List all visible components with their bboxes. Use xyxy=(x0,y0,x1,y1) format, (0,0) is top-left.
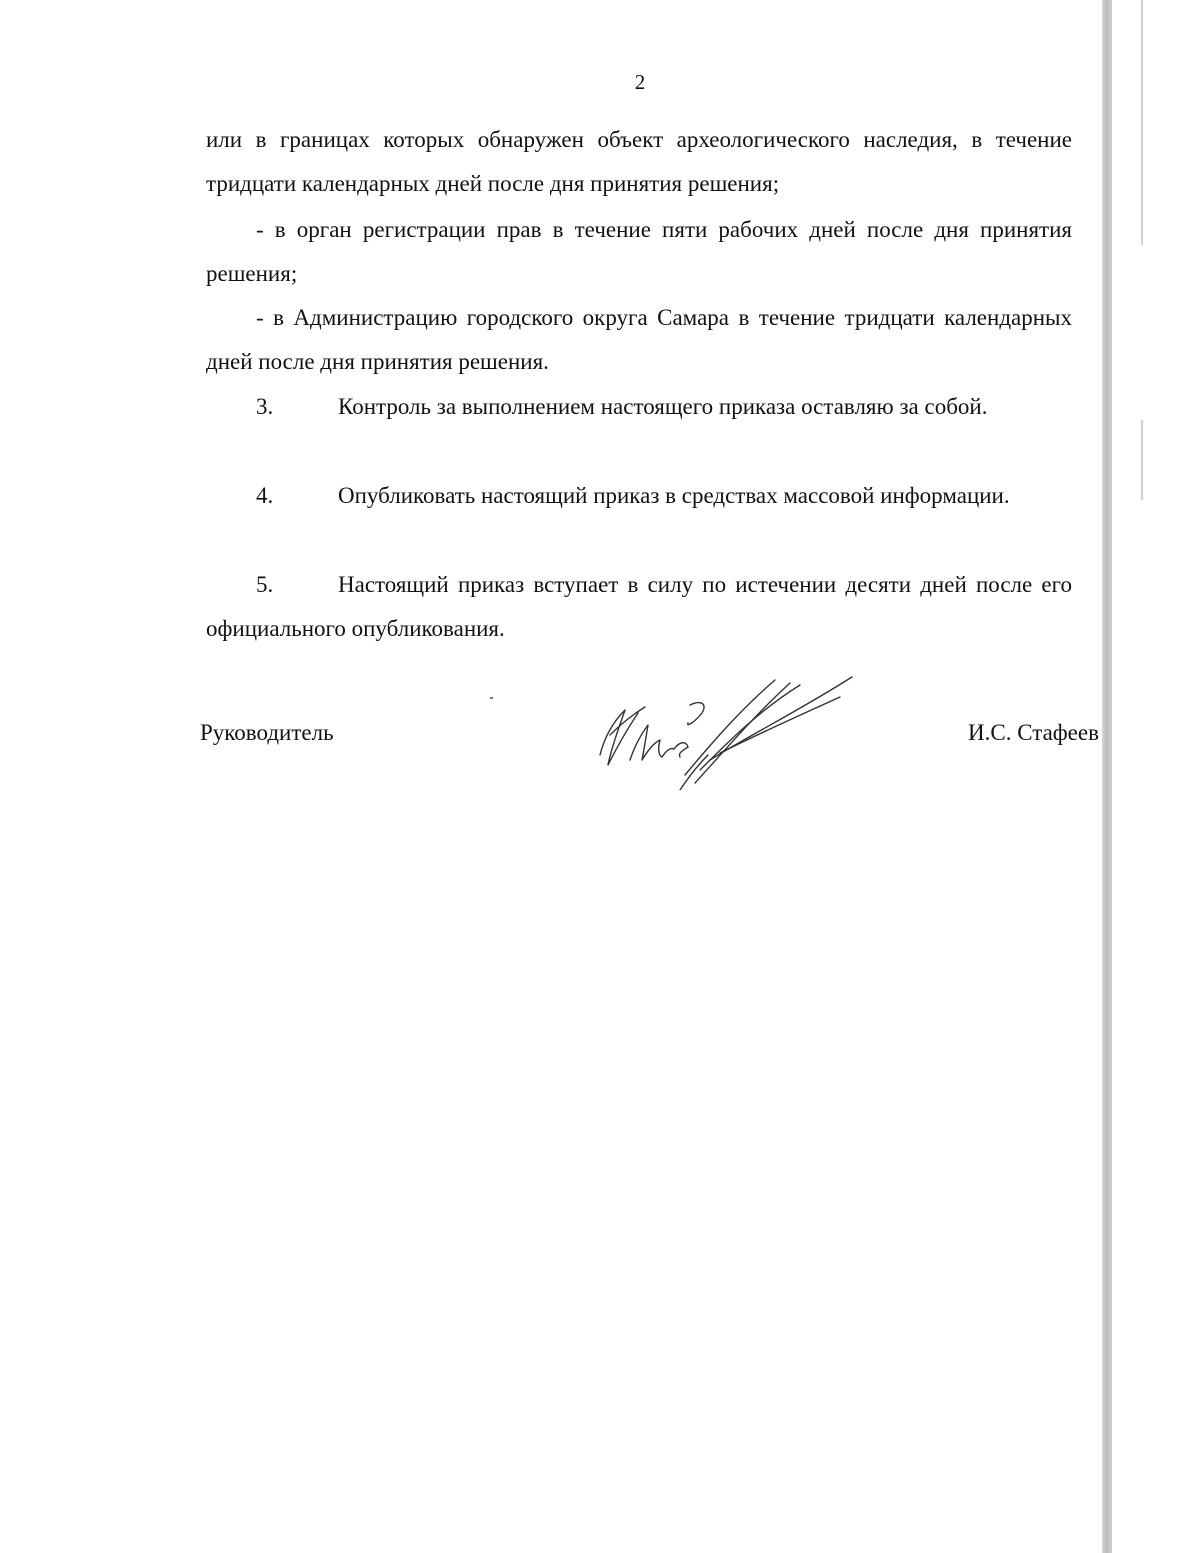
scan-speck xyxy=(490,697,493,699)
scan-edge-shadow xyxy=(1102,0,1112,1553)
item-number: 3. xyxy=(256,394,274,419)
paragraph-text: - в орган регистрации прав в течение пяти рабочих дней после дня принятия решения; xyxy=(206,217,1072,286)
paragraph-continuation xyxy=(206,118,1072,206)
scan-edge-line xyxy=(1141,420,1143,500)
numbered-item-3 xyxy=(206,385,1072,429)
paragraph-registration-body xyxy=(206,208,1072,296)
item-number: 5. xyxy=(256,572,274,597)
numbered-item-4 xyxy=(206,474,1072,518)
page-number: 2 xyxy=(634,70,646,94)
paragraph-text: - в Администрацию городского округа Самара в течение тридцати календарных дней после дня принятия решения. xyxy=(206,305,1072,374)
numbered-item-5 xyxy=(206,563,1072,651)
numbered-paragraph xyxy=(206,474,1072,518)
numbered-paragraph xyxy=(206,385,1072,429)
item-text: Контроль за выполнением настоящего приказа оставляю за собой. xyxy=(338,394,988,419)
item-text: Настоящий приказ вступает в силу по истечении десяти дней после его официального опубликования. xyxy=(206,572,1072,641)
paragraph-text: или в границах которых обнаружен объект археологического наследия, в течение тридцати календарных дней после дня принятия решения; xyxy=(206,127,1072,196)
signer-title: Руководитель xyxy=(200,720,334,745)
item-text: Опубликовать настоящий приказ в средствах массовой информации. xyxy=(338,483,1010,508)
numbered-paragraph xyxy=(206,563,1072,651)
item-number: 4. xyxy=(256,483,274,508)
scan-edge-line xyxy=(1141,0,1143,245)
paragraph-administration xyxy=(206,296,1072,384)
handwritten-signature-icon xyxy=(590,665,860,790)
signer-name: И.С. Стафеев xyxy=(968,720,1099,745)
